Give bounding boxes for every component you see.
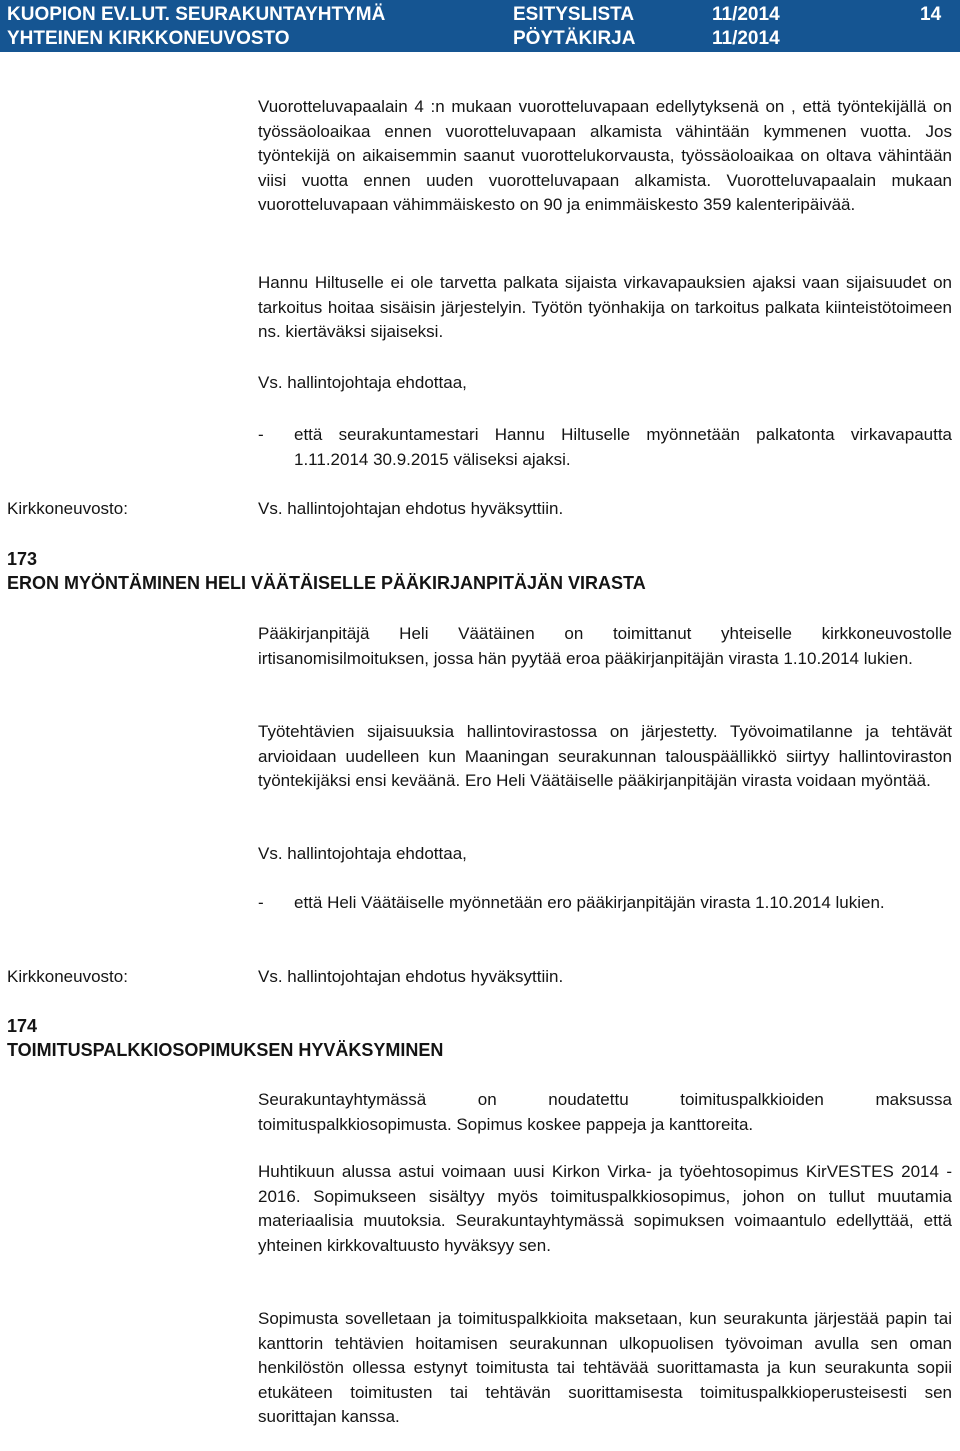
list-dash: - (258, 425, 264, 444)
decision-text: Vs. hallintojohtajan ehdotus hyväksyttiin. (258, 499, 564, 518)
section-number: 174 (7, 1016, 38, 1036)
paragraph-text: Hannu Hiltuselle ei ole tarvetta palkata sijaista virkavapauksien ajaksi vaan sijaisuudet on tarkoitus hoitaa sisäisin järjestelyin. Työtön työnhakija on tarkoitus palkata kiinteistötoimeen ns. kiertäväksi sijaiseksi. (258, 273, 952, 342)
paragraph-text: Pääkirjanpitäjä Heli Väätäinen on toimittanut yhteiselle kirkkoneuvostolle irtisanomisilmoituksen, jossa hän pyytää eroa pääkirjanpitäjän virasta 1.10.2014 lukien. (258, 624, 952, 668)
header-doc-type-agenda: ESITYSLISTA (513, 4, 635, 25)
section173-paragraph-2 (258, 720, 952, 794)
list-dash: - (258, 893, 264, 912)
paragraph-text: Sopimusta sovelletaan ja toimituspalkkioita maksetaan, kun seurakunta järjestää papin tai kanttorin tehtävien hoitamisen seurakunnan ulkopuolisen työvoiman avulla sen oman henkilöstön ollessa estynyt toimitusta tai tehtävää suorittamasta ja kun seurakunta sopii etukäteen toimitusten tai tehtävän suorittamisesta toimituspalkkioperusteisesti sen suorittajan kanssa. (258, 1309, 952, 1427)
paragraph-text: Työtehtävien sijaisuuksia hallintovirastossa on järjestetty. Työvoimatilanne ja tehtävät arvioidaan uudelleen kun Maaningan seurakunnan talouspäällikkö siirtyy hallintoviraston työntekijäksi ensi keväänä. Ero Heli Väätäiselle pääkirjanpitäjän virasta voidaan myöntää. (258, 722, 952, 791)
section174-paragraph-2 (258, 1160, 952, 1258)
header-row-2 (0, 27, 960, 51)
decision-text: Vs. hallintojohtajan ehdotus hyväksyttiin. (258, 967, 564, 986)
decision-label: Kirkkoneuvosto: (7, 499, 128, 518)
header-doc-type-minutes: PÖYTÄKIRJA (513, 28, 636, 49)
proposal-lead: Vs. hallintojohtaja ehdottaa, (258, 844, 467, 863)
section174-paragraph-1 (258, 1088, 952, 1137)
section-title: TOIMITUSPALKKIOSOPIMUKSEN HYVÄKSYMINEN (7, 1040, 444, 1060)
header-row-1 (0, 3, 960, 27)
section174-paragraph-3 (258, 1307, 952, 1430)
section-number: 173 (7, 549, 38, 569)
decision-label: Kirkkoneuvosto: (7, 967, 128, 986)
proposal-text: että seurakuntamestari Hannu Hiltuselle myönnetään palkatonta virkavapautta 1.11.2014 30.9.2015 väliseksi ajaksi. (294, 425, 952, 469)
section173-paragraph-1 (258, 622, 952, 671)
paragraph-text: Vuorotteluvapaalain 4 :n mukaan vuorotteluvapaan edellytyksenä on , että työntekijällä on työssäoloaikaa ennen vuorotteluvapaan alkamista vähintään kymmenen vuotta. Jos työntekijä on aikaisemmin saanut vuorottelukorvausta, työssäoloaikaa on oltava vähintään viisi vuotta ennen uuden vuorotteluvapaan alkamista. Vuorotteluvapaalain mukaan vuorotteluvapaan vähimmäiskesto on 90 ja enimmäiskesto 359 kalenteripäivää. (258, 97, 952, 215)
proposal-lead: Vs. hallintojohtaja ehdottaa, (258, 373, 467, 392)
section-title: ERON MYÖNTÄMINEN HELI VÄÄTÄISELLE PÄÄKIRJANPITÄJÄN VIRASTA (7, 573, 646, 593)
proposal-text: että Heli Väätäiselle myönnetään ero pääkirjanpitäjän virasta 1.10.2014 lukien. (294, 893, 885, 912)
page-number: 14 (920, 4, 942, 25)
header-issue-minutes: 11/2014 (712, 28, 780, 49)
paragraph-text: Huhtikuun alussa astui voimaan uusi Kirkon Virka- ja työehtosopimus KirVESTES 2014 - 2016. Sopimukseen sisältyy myös toimituspalkkiosopimus, johon on tullut muutamia materiaalisia muutoksia. Seurakuntayhtymässä sopimuksen voimaantulo edellyttää, että yhteinen kirkkovaltuusto hyväksyy sen. (258, 1162, 952, 1255)
continuation-paragraph-2 (258, 271, 952, 345)
document-header (0, 0, 960, 52)
header-issue-agenda: 11/2014 (712, 4, 780, 25)
header-organization: KUOPION EV.LUT. SEURAKUNTAYHTYMÄ (7, 4, 386, 25)
paragraph-text: Seurakuntayhtymässä on noudatettu toimituspalkkioiden maksussa toimituspalkkiosopimusta. Sopimus koskee pappeja ja kanttoreita. (258, 1090, 952, 1134)
continuation-paragraph-1 (258, 95, 952, 218)
header-body-name: YHTEINEN KIRKKONEUVOSTO (7, 28, 290, 49)
